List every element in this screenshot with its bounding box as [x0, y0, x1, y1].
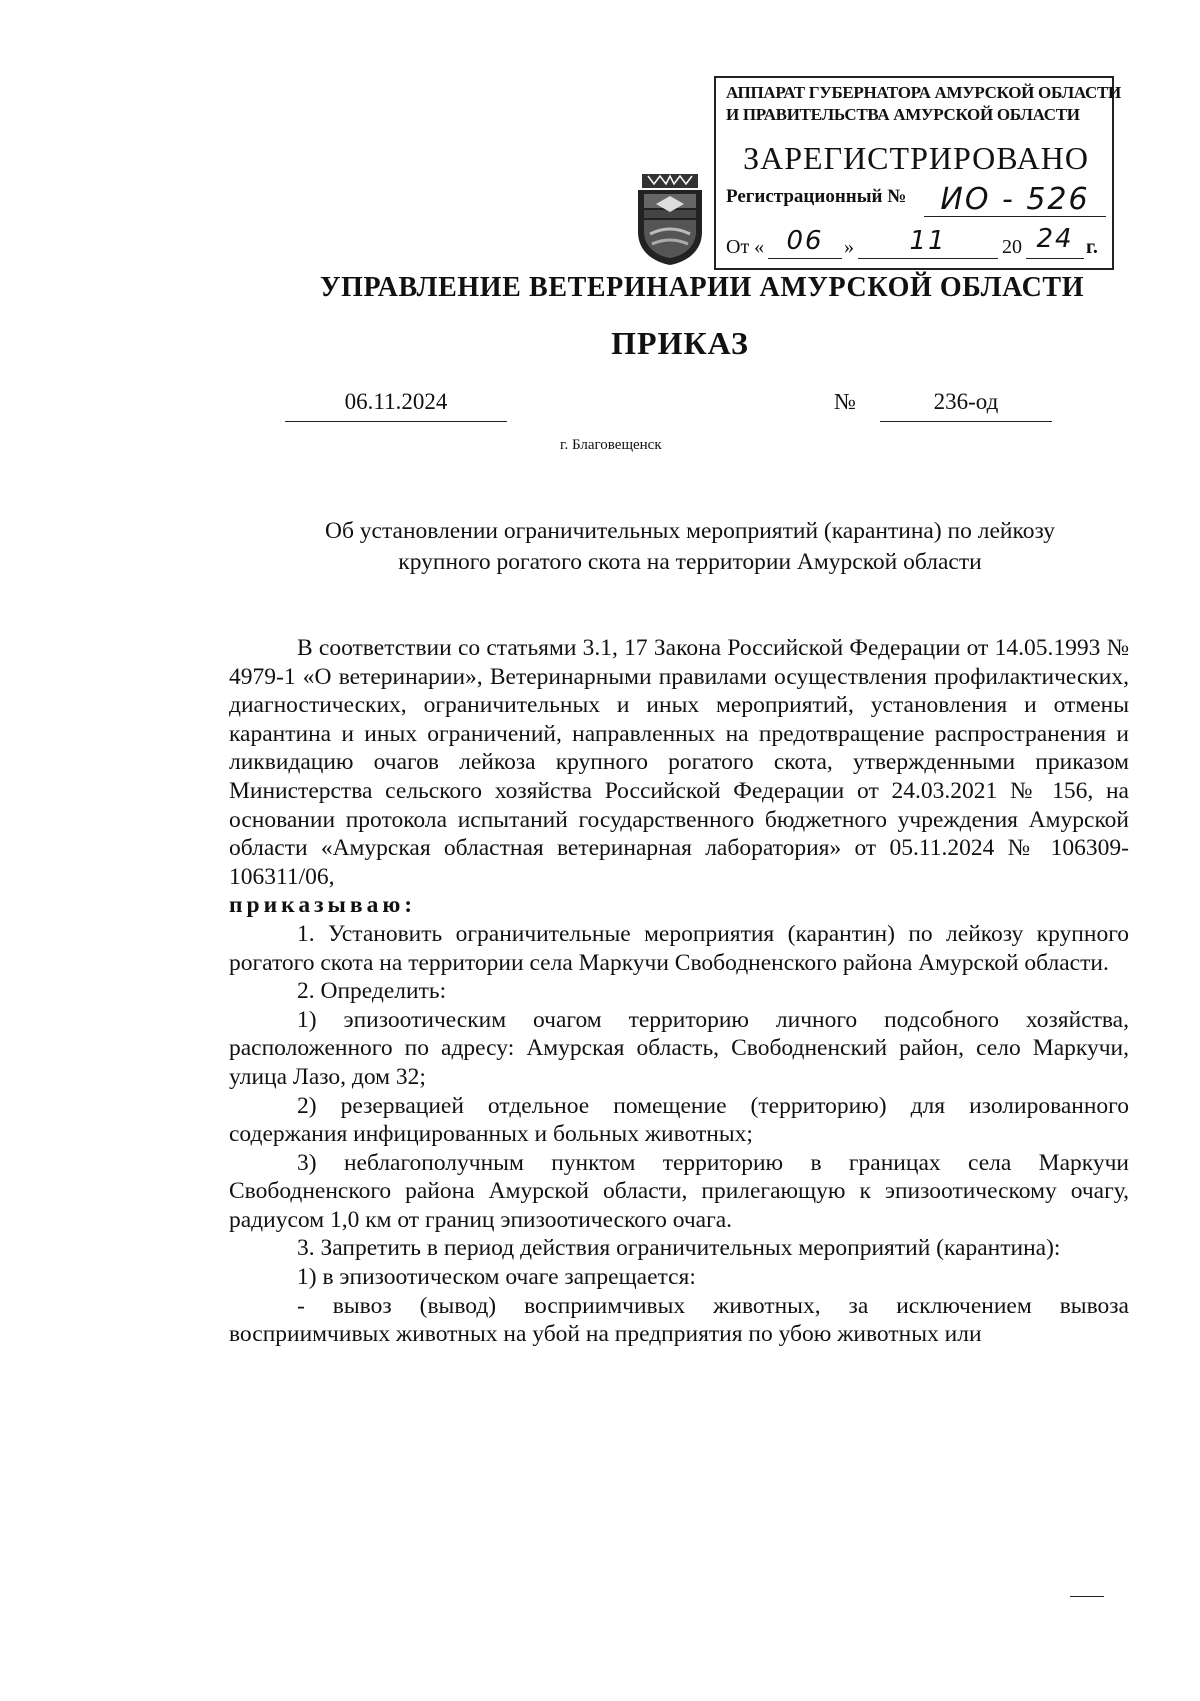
subject-line-1: Об установлении ограничительных мероприятий (карантина) по лейкозу	[325, 518, 1055, 544]
order-number-sign: №	[834, 389, 856, 414]
order-body	[229, 634, 1129, 1349]
city: г. Благовещенск	[560, 437, 662, 453]
clause-3-1-a: - вывоз (вывод) восприимчивых животных, за исключением вывоза восприимчивых животных на убой на предприятия по убою животных или	[229, 1292, 1129, 1348]
stamp-date-month: 11	[909, 226, 947, 256]
clause-2-2: 2) резервацией отдельное помещение (территорию) для изолированного содержания инфицированных и больных животных;	[229, 1092, 1129, 1148]
clause-2-3: 3) неблагополучным пунктом территорию в границах села Маркучи Свободненского района Амурской области, прилегающую к эпизоотическому очагу, радиусом 1,0 км от границ эпизоотического очага.	[229, 1149, 1129, 1233]
stamp-reg-label: Регистрационный №	[726, 186, 907, 207]
stamp-title: ЗАРЕГИСТРИРОВАНО	[743, 140, 1089, 176]
stamp-date-prefix: От «	[726, 236, 765, 258]
stamp-date-row	[726, 224, 1110, 264]
stamp-org-line-1: АППАРАТ ГУБЕРНАТОРА АМУРСКОЙ ОБЛАСТИ	[726, 83, 1121, 102]
stamp-date-year: 24	[1036, 224, 1074, 254]
stamp-date-day-field	[768, 226, 842, 259]
stamp-date-end: г.	[1086, 236, 1098, 258]
stamp-date-day: 06	[786, 226, 824, 256]
stamp-date-mid: »	[844, 236, 854, 258]
document-type: ПРИКАЗ	[611, 325, 749, 361]
stamp-org-line-2: И ПРАВИТЕЛЬСТВА АМУРСКОЙ ОБЛАСТИ	[726, 105, 1080, 124]
subject-line-2: крупного рогатого скота на территории Амурской области	[398, 549, 982, 575]
order-subject	[240, 516, 1140, 578]
stamp-date-month-field	[858, 226, 998, 259]
order-word: приказываю:	[229, 892, 417, 919]
agency-name: УПРАВЛЕНИЕ ВЕТЕРИНАРИИ АМУРСКОЙ ОБЛАСТИ	[320, 272, 1085, 303]
coat-of-arms-icon	[634, 174, 706, 266]
footer-dash	[1070, 1596, 1104, 1597]
clause-2: 2. Определить:	[297, 978, 447, 1005]
stamp-organization	[726, 82, 1121, 126]
clause-2-1: 1) эпизоотическим очагом территорию личного подсобного хозяйства, расположенного по адресу: Амурская область, Свободненский район, село Маркучи, улица Лазо, дом 32;	[229, 1006, 1129, 1090]
registration-stamp	[714, 76, 1121, 270]
clause-1: 1. Установить ограничительные мероприятия (карантин) по лейкозу крупного рогатого скота на территории села Маркучи Свободненского района Амурской области.	[229, 920, 1129, 976]
order-date: 06.11.2024	[285, 389, 507, 422]
preamble-paragraph: В соответствии со статьями 3.1, 17 Закона Российской Федерации от 14.05.1993 № 4979-1 «О ветеринарии», Ветеринарными правилами осуществления профилактических, диагностических, ограничительных и иных мероприятий, установления и отмены карантина и иных ограничений, направленных на предотвращение распространения и ликвидацию очагов лейкоза крупного рогатого скота, утвержденными приказом Министерства сельского хозяйства Российской Федерации от 24.03.2021 № 156, на основании протокола испытаний государственного бюджетного учреждения Амурской области «Амурская областная ветеринарная лаборатория» от 05.11.2024 № 106309-106311/06,	[229, 635, 1129, 890]
stamp-reg-number-field	[924, 182, 1106, 217]
clause-3-1: 1) в эпизоотическом очаге запрещается:	[297, 1264, 696, 1291]
stamp-reg-number: ИО - 526	[940, 182, 1090, 217]
clause-3: 3. Запретить в период действия ограничительных мероприятий (карантина):	[297, 1235, 1061, 1262]
order-number: 236-од	[880, 389, 1052, 422]
stamp-date-year-field	[1026, 224, 1084, 259]
stamp-date-year-prefix: 20	[1002, 236, 1022, 258]
